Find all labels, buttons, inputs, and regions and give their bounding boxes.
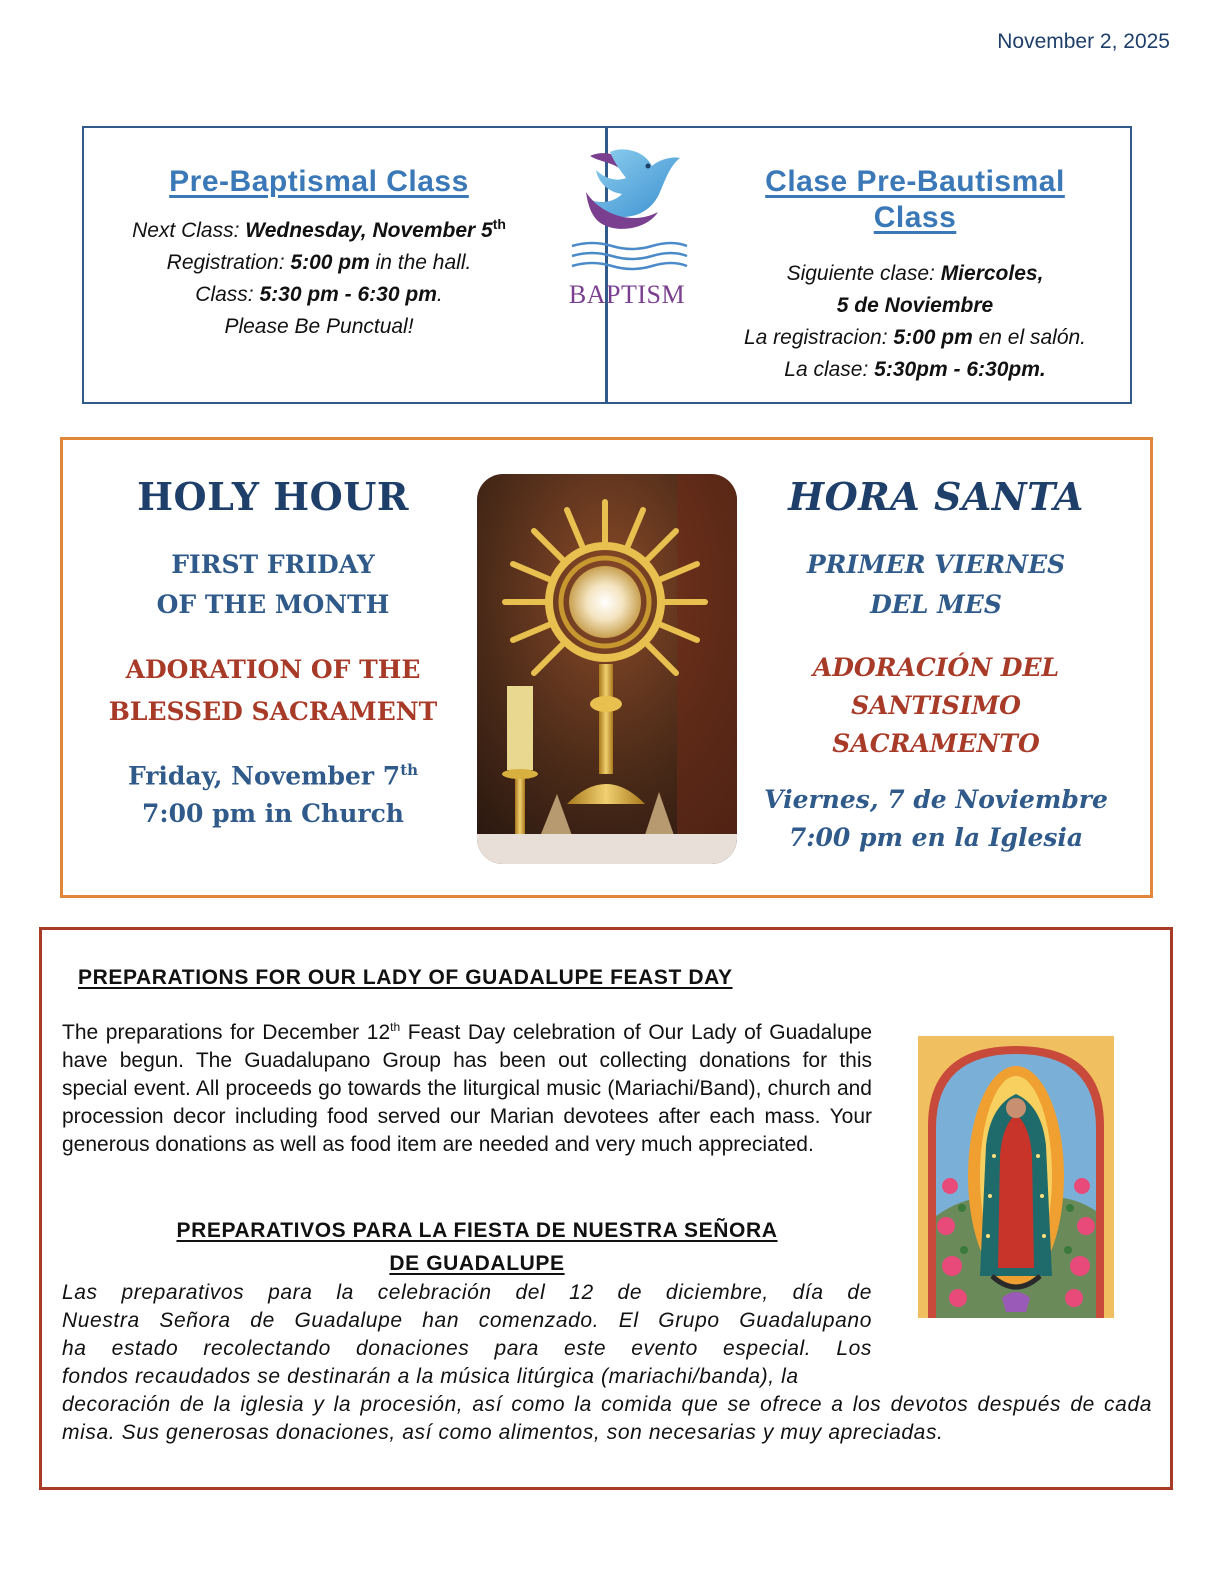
baptism-logo-text: BAPTISM [568, 280, 686, 309]
class-time-line: Class: 5:30 pm - 6:30 pm. [195, 283, 443, 306]
holy-hour-when: Friday, November 7th 7:00 pm in Church [127, 761, 419, 829]
pre-baptismal-spanish [650, 128, 1180, 386]
hora-santa-spanish [746, 440, 1126, 857]
guadalupe-feast-box [39, 927, 1173, 1490]
guadalupe-text-spanish: Las preparativos para la celebración del 12 de diciembre, día de Nuestra Señora de Guadalupe han comenzado. El Grupo Guadalupano ha estado recolectando donaciones para este evento especial. Los fondos recaudados se destinarán a la música litúrgica (mariachi/banda), la decoración de la iglesia y la procesión, así como la comida que se ofrece a los devotos después de cada misa. Sus generosas donaciones, así como alimentos, son necesarias y muy apreciadas. [62, 1281, 1152, 1444]
clase-pre-bautismal-title: Clase Pre-Bautismal Class [765, 165, 1065, 234]
pre-baptismal-english [84, 128, 554, 343]
guadalupe-heading-english: PREPARATIONS FOR OUR LADY OF GUADALUPE FEAST DAY [78, 966, 733, 989]
holy-hour-box [60, 437, 1153, 898]
guadalupe-heading-spanish: PREPARATIVOS PARA LA FIESTA DE NUESTRA SEÑORA DE GUADALUPE [176, 1219, 778, 1275]
siguiente-clase-date: 5 de Noviembre [836, 294, 994, 317]
hora-santa-title: HORA SANTA [788, 474, 1084, 519]
hora-santa-when: Viernes, 7 de Noviembre 7:00 pm en la Iglesia [764, 785, 1108, 852]
pre-baptismal-class-box [82, 126, 1132, 404]
monstrance-photo [477, 474, 737, 864]
guadalupe-text-english: The preparations for December 12th Feast Day celebration of Our Lady of Guadalupe have begun. The Guadalupano Group has been out collecting donations for this special event. All proceeds go towards the liturgical music (Mariachi/Band), church and procession decor including food served our Marian devotees after each mass. Your generous donations as well as food item are needed and very much appreciated. [62, 1020, 872, 1156]
punctual-note: Please Be Punctual! [224, 315, 414, 338]
la-clase-line: La clase: 5:30pm - 6:30pm. [784, 358, 1046, 381]
our-lady-of-guadalupe-image [918, 1036, 1114, 1318]
next-class-line: Next Class: Wednesday, November 5th [132, 216, 506, 242]
monstrance-icon [477, 474, 737, 864]
bulletin-date: November 2, 2025 [997, 30, 1170, 53]
holy-hour-title: HOLY HOUR [137, 474, 409, 519]
guadalupe-icon [918, 1036, 1114, 1318]
adoration-text: ADORATION OF THE BLESSED SACRAMENT [108, 655, 438, 726]
siguiente-clase-line: Siguiente clase: Miercoles, [786, 262, 1044, 285]
registracion-line: La registracion: 5:00 pm en el salón. [743, 326, 1087, 349]
registration-line: Registration: 5:00 pm in the hall. [166, 251, 472, 274]
adoracion-text: ADORACIÓN DEL SANTISIMO SACRAMENTO [812, 653, 1060, 758]
primer-viernes-text: PRIMER VIERNES DEL MES [806, 550, 1066, 619]
pre-baptismal-title: Pre-Baptismal Class [169, 165, 469, 198]
holy-hour-english [83, 440, 463, 833]
first-friday-text: FIRST FRIDAY OF THE MONTH [156, 550, 390, 619]
